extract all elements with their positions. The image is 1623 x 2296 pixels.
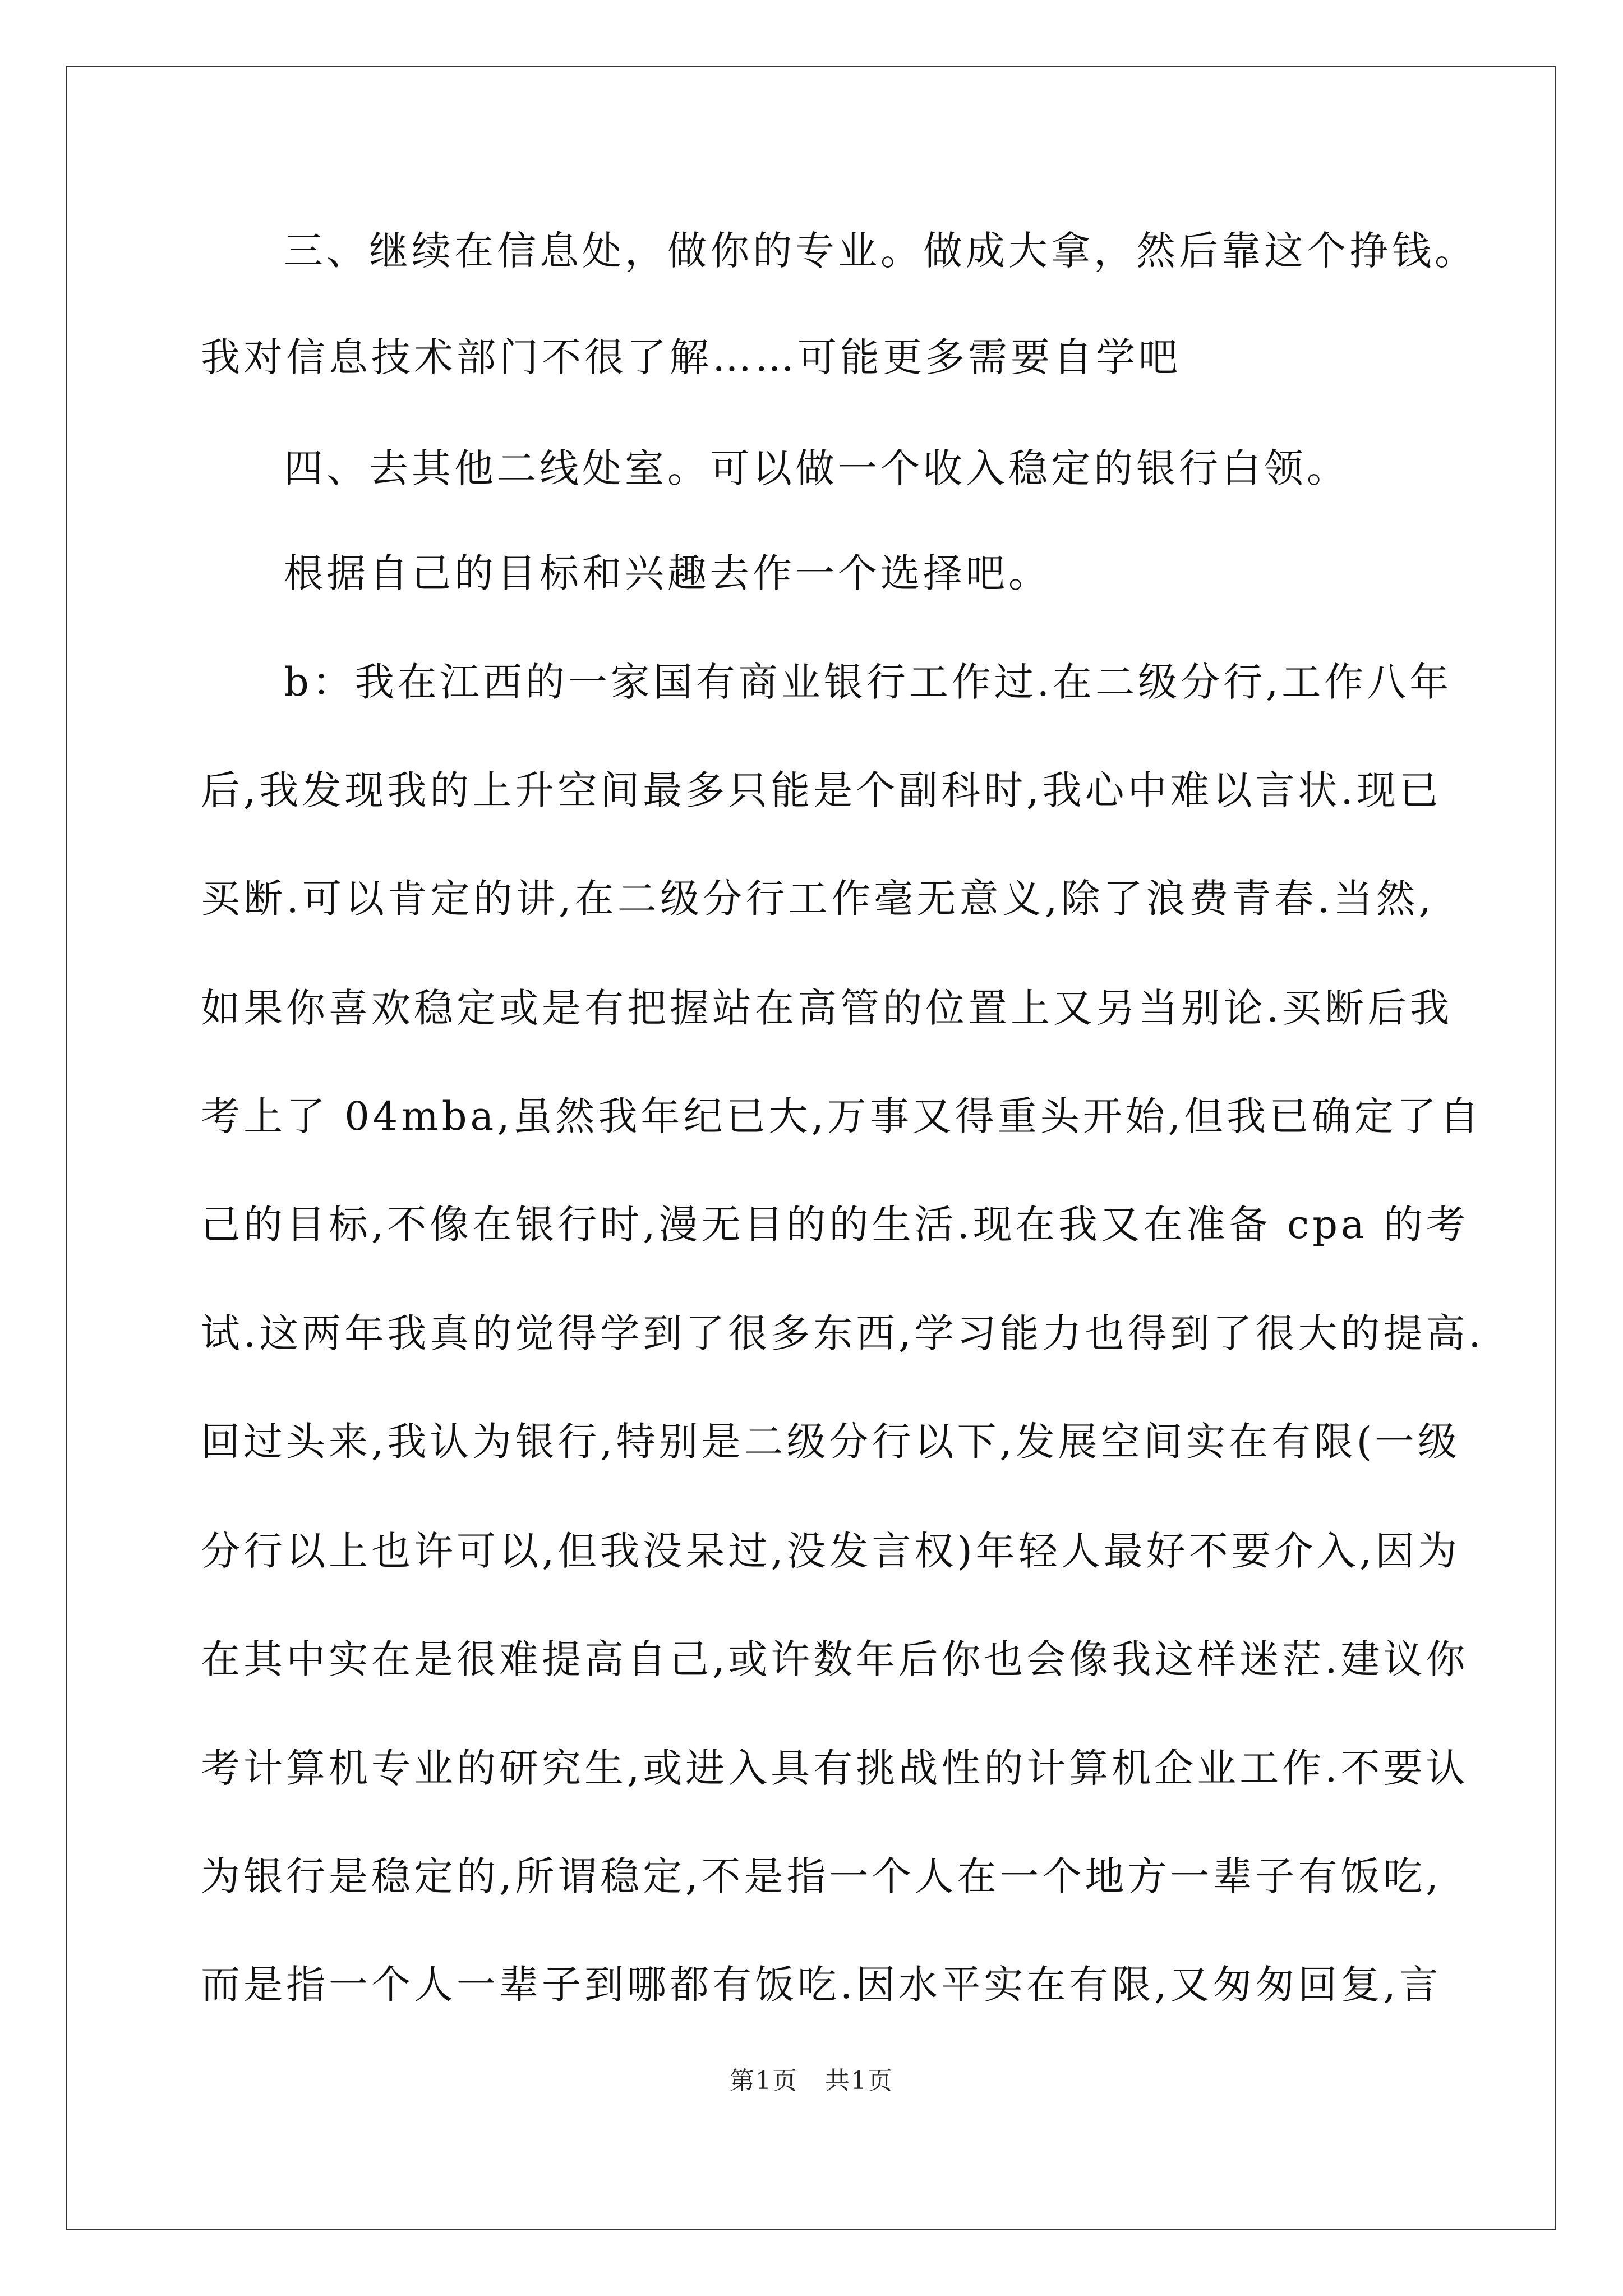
paragraph-4-line-4: 如果你喜欢稳定或是有把握站在高管的位置上又另当别论.买断后我 <box>201 985 1453 1031</box>
paragraph-4-line-12: 为银行是稳定的,所谓稳定,不是指一个人在一个地方一辈子有饭吃, <box>201 1853 1442 1899</box>
paragraph-4-line-6: 己的目标,不像在银行时,漫无目的的生活.现在我又在准备 cpa 的考 <box>201 1202 1469 1248</box>
paragraph-4-line-2: 后,我发现我的上升空间最多只能是个副科时,我心中难以言状.现已 <box>201 767 1442 813</box>
paragraph-4-line-5: 考上了 04mba,虽然我年纪已大,万事又得重头开始,但我已确定了自 <box>201 1093 1482 1139</box>
paragraph-3-line-1: 根据自己的目标和兴趣去作一个选择吧。 <box>284 550 1051 596</box>
paragraph-4-line-13: 而是指一个人一辈子到哪都有饭吃.因水平实在有限,又匆匆回复,言 <box>201 1962 1442 2008</box>
paragraph-4-line-7: 试.这两年我真的觉得学到了很多东西,学习能力也得到了很大的提高. <box>201 1310 1484 1356</box>
paragraph-2-line-1: 四、去其他二线处室。可以做一个收入稳定的银行白领。 <box>284 445 1349 491</box>
paragraph-4-line-9: 分行以上也许可以,但我没呆过,没发言权)年轻人最好不要介入,因为 <box>201 1528 1461 1574</box>
page-footer: 第1页 共1页 <box>730 2067 893 2095</box>
paragraph-4-line-10: 在其中实在是很难提高自己,或许数年后你也会像我这样迷茫.建议你 <box>201 1636 1469 1682</box>
paragraph-1-line-1: 三、继续在信息处，做你的专业。做成大拿，然后靠这个挣钱。 <box>284 228 1477 274</box>
paragraph-4-line-3: 买断.可以肯定的讲,在二级分行工作毫无意义,除了浪费青春.当然, <box>201 876 1435 922</box>
paragraph-4-line-11: 考计算机专业的研究生,或进入具有挑战性的计算机企业工作.不要认 <box>201 1745 1469 1791</box>
paragraph-4-line-8: 回过头来,我认为银行,特别是二级分行以下,发展空间实在有限(一级 <box>201 1419 1461 1465</box>
paragraph-4-line-1: b：我在江西的一家国有商业银行工作过.在二级分行,工作八年 <box>284 659 1453 705</box>
paragraph-1-line-2: 我对信息技术部门不很了解……可能更多需要自学吧 <box>201 334 1181 380</box>
page-border <box>66 66 1556 2230</box>
